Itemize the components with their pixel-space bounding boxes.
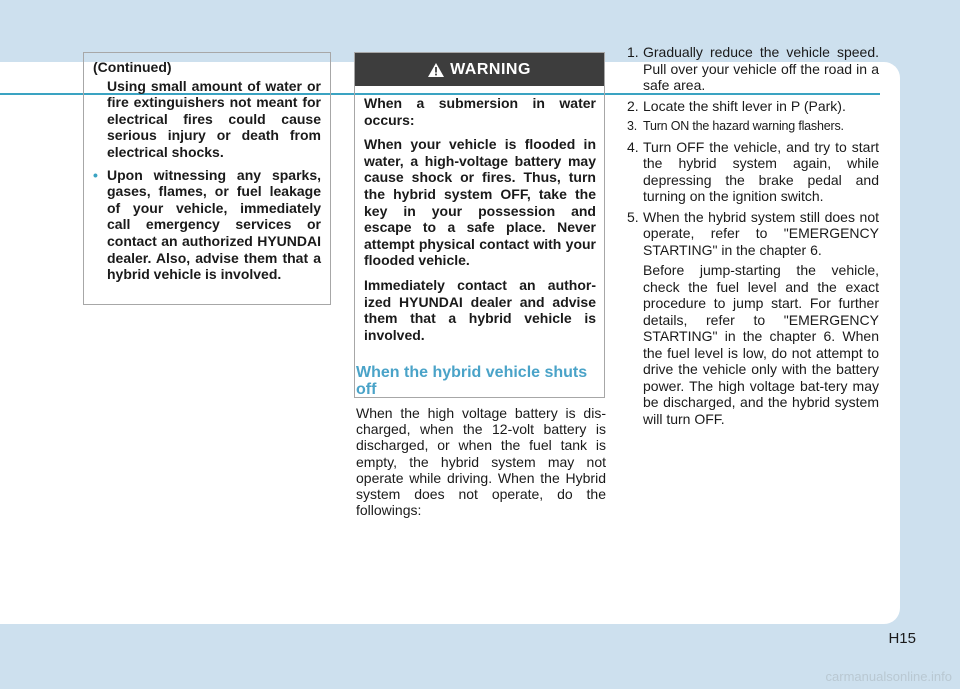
step-text: Gradually reduce the vehicle speed. Pull over your vehicle off the road in a safe area. — [643, 44, 879, 93]
continued-label: (Continued) — [93, 59, 172, 75]
section-body: When the high voltage battery is dis-charged, when the 12-volt battery is discharged, or when the fuel tank is empty, the hybrid system may not operate while driving. When the Hybrid system does not operate, do the followings: — [356, 405, 606, 519]
warning-body — [355, 86, 604, 343]
procedure-note: Before jump-starting the vehicle, check the fuel level and the exact procedure to jump start. For further details, refer to "EMERGENCY STARTING" in the chapter 6. When the fuel level is low, do not attempt to drive the vehicle only with the battery power. The high voltage bat-tery may be discharged, and the hybrid system will turn OFF. — [643, 262, 879, 427]
page-number: H15 — [888, 630, 916, 647]
step-number: 1. — [627, 44, 639, 60]
watermark: carmanualsonline.info — [825, 669, 952, 684]
warning-box — [354, 52, 605, 398]
bullet-icon: • — [93, 166, 98, 183]
warning-title: WARNING — [450, 60, 531, 78]
step-text: Locate the shift lever in P (Park). — [643, 97, 846, 114]
step-text: Turn OFF the vehicle, and try to start the hybrid system again, while depressing the brake pedal and turning on the ignition switch. — [643, 138, 879, 204]
caution-bullet-text: Upon witnessing any sparks, gases, flames, or fuel leakage of your vehicle, immediately call emergency services or contact an authorized HYUNDAI dealer. Also, advise them that a hybrid vehicle is involved. — [107, 166, 321, 283]
warning-header — [355, 53, 604, 86]
step-number: 4. — [627, 138, 639, 155]
step-number: 2. — [627, 97, 639, 114]
warning-paragraph: When a submersion in water occurs: — [364, 95, 596, 128]
step-text: Turn ON the hazard warning flashers. — [643, 119, 844, 133]
warning-paragraph: When your vehicle is flooded in water, a high-voltage battery may cause shock or fires. Thus, turn the hybrid system OFF, take the key in your possession and escape to a safe place. Never attempt physical contact with your flooded vehicle. — [364, 136, 596, 269]
step-number: 5. — [627, 208, 639, 225]
continued-caution-box — [83, 52, 331, 305]
procedure-step — [627, 118, 879, 135]
warning-paragraph: Immediately contact an author-ized HYUNDAI dealer and advise them that a hybrid vehicle is involved. — [364, 276, 596, 343]
step-number: 3. — [627, 119, 638, 133]
warning-triangle-icon — [428, 63, 444, 77]
procedure-step — [627, 209, 879, 259]
caution-paragraph: Using small amount of water or fire extinguishers not meant for electrical fires could cause serious injury or death from electrical shocks. — [107, 77, 321, 160]
step-text: When the hybrid system still does not operate, refer to "EMERGENCY STARTING" in the chapter 6. — [643, 208, 879, 258]
caution-bullet — [93, 167, 321, 283]
procedure-step — [627, 98, 879, 115]
procedure-step — [627, 139, 879, 205]
procedure-step — [627, 44, 879, 94]
section-heading: When the hybrid vehicle shuts off — [356, 364, 588, 398]
procedure-list — [627, 44, 879, 427]
